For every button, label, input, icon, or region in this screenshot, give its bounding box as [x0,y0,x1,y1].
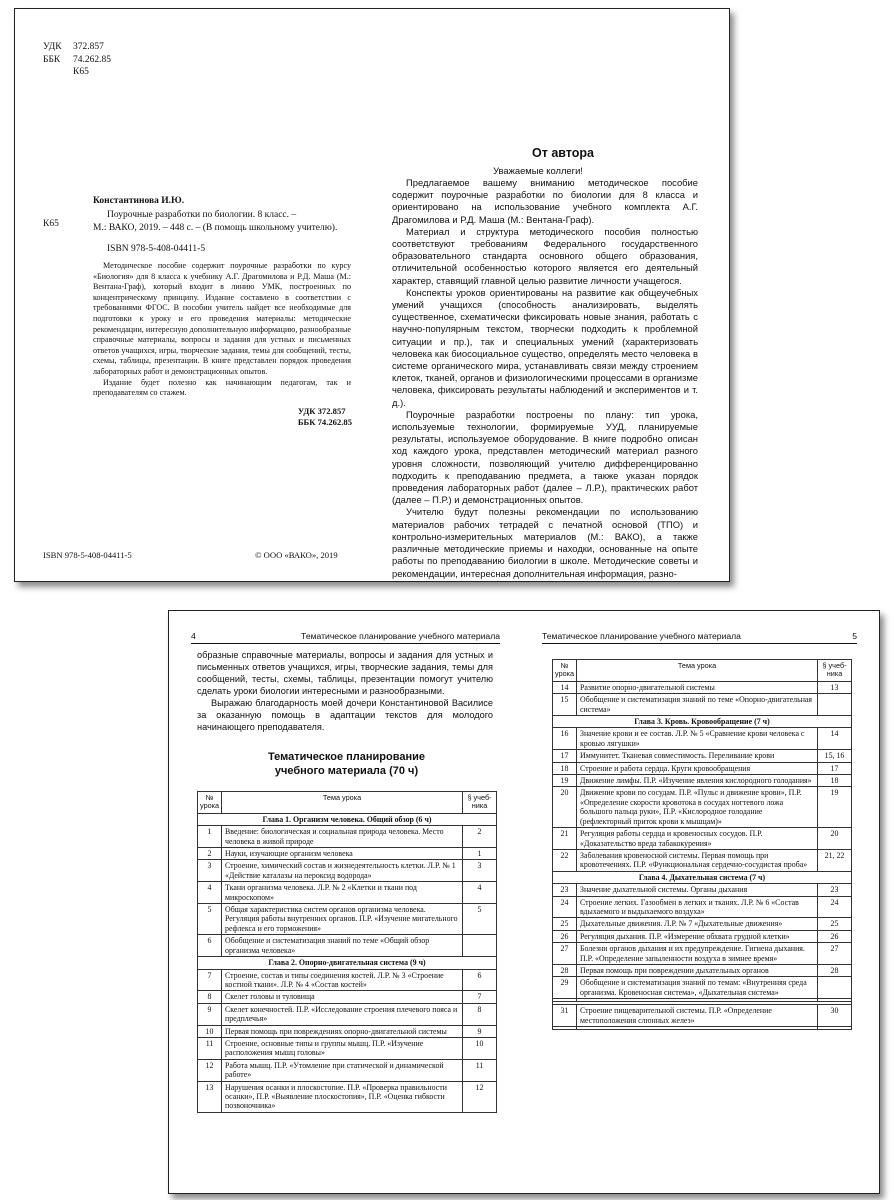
acknowledgement-paragraph: Выражаю благодарность моей дочери Константиновой Василисе за оказанную помощь в адаптации текстов для молодого начинающего преподавателя. [197,698,493,732]
plan-title [169,751,524,778]
textbook-paragraph: 7 [463,991,497,1003]
lesson-topic: Скелет конечностей. П.Р. «Исследование строения плечевого пояса и предплечья» [222,1003,463,1025]
lesson-number: 31 [553,1005,577,1027]
table-row [553,1027,852,1030]
textbook-paragraph [818,694,852,716]
lesson-number: 9 [198,1003,222,1025]
table-row [198,1081,497,1112]
lesson-number: 6 [198,935,222,957]
textbook-paragraph [818,1027,852,1030]
lesson-number: 14 [553,681,577,693]
isbn-footer: ISBN 978-5-408-04411-5 [43,550,132,560]
chapter-title: Глава 1. Организм человека. Общий обзор (6 ч) [198,813,497,825]
lesson-number: 4 [198,882,222,904]
lesson-number: 10 [198,1025,222,1037]
lesson-topic: Первая помощь при повреждении дыхательных органов [577,964,818,976]
continued-paragraph: образные справочные материалы, вопросы и задания для устных и письменных ответов учащихся, игры, творческие задания, темы для сообщений, тесты, схемы, таблицы, презентации помогут учителю сделать уроки биологии интересными и разнообразными. [197,650,493,696]
textbook-paragraph: 20 [818,828,852,850]
table-row [553,694,852,716]
lesson-number: 5 [198,904,222,935]
running-header: Тематическое планирование учебного материала [542,631,741,641]
textbook-paragraph: 1 [463,848,497,860]
lesson-number: 2 [198,848,222,860]
table-row [198,826,497,848]
lesson-number: 7 [198,969,222,991]
lesson-number: 16 [553,728,577,750]
lesson-topic: Скелет головы и туловища [222,991,463,1003]
preface-paragraph: Поурочные разработки построены по плану: тип урока, используемые технологии, формируемые УУД, планируемые результаты, используемое оборудование. В книге подробно описан ход каждого урока, представлен методический материал разного уровня сложности, позволяющий учителю дифференцированно подходить к преподаванию предмета, а также указан порядок проведения лабораторных работ (далее – Л.Р.), практических работ (далее – П.Р.) и демонстрационных опытов. [392,408,698,506]
lesson-number: 21 [553,828,577,850]
page-4 [169,611,524,1193]
lesson-topic: Заболевания кровеносной системы. Первая помощь при кровотечениях. П.Р. «Функциональная сердечно-сосудистая проба» [577,849,818,871]
table-row [553,930,852,942]
annotation-paragraph: Методическое пособие содержит поурочные разработки по курсу «Биология» для 8 класса к учебнику А.Г. Драгомилова и Р.Д. Маша (М.: Вентана-Граф), который входит в линию УМК, построенных по концентрическому принципу. Издание составлено в соответствии с требованиями ФГОС. В пособии учитель найдет все необходимые для подготовки к уроку и его проведения материалы: методические рекомендации, интересную дополнительную информацию, разнообразные справочные материалы, вопросы и задания для устных и письменных ответов учащихся, игры, творческие задания, темы для сообщений, тесты, схемы, таблицы, презентации. В книге представлен порядок проведения лабораторных работ и демонстрационных опытов. [93,261,351,376]
textbook-paragraph: 6 [463,969,497,991]
classification-bottom [298,406,352,428]
author-heading: Константинова И.Ю. [93,196,185,206]
annotation [93,261,351,399]
lesson-number: 3 [198,860,222,882]
textbook-paragraph [463,935,497,957]
preface-title: От автора [532,146,594,160]
chapter-row [553,716,852,728]
textbook-paragraph: 2 [463,826,497,848]
table-row [198,848,497,860]
textbook-paragraph: 25 [818,918,852,930]
lesson-topic: Обобщение и систематизация знаний по теме «Опорно-двигательная система» [577,694,818,716]
table-row [198,904,497,935]
lesson-number: 15 [553,694,577,716]
lesson-number: 8 [198,991,222,1003]
table-row [553,828,852,850]
textbook-paragraph: 3 [463,860,497,882]
plan-table-right [552,659,852,1030]
lesson-number: 1 [198,826,222,848]
lesson-number: 19 [553,775,577,787]
table-row [198,935,497,957]
lesson-topic: Дыхательные движения. Л.Р. № 7 «Дыхательные движения» [577,918,818,930]
bbk-value: 74.262.85 [73,54,111,65]
lesson-topic: Значение крови и ее состав. Л.Р. № 5 «Сравнение крови человека с кровью лягушки» [577,728,818,750]
lesson-number: 28 [553,964,577,976]
plan-title-line: учебного материала (70 ч) [274,764,419,777]
lesson-topic: Движение лимфы. П.Р. «Изучение явления кислородного голодания» [577,775,818,787]
chapter-row [198,813,497,825]
copyright: © ООО «ВАКО», 2019 [255,550,338,560]
preface-paragraph: Учителю будут полезны рекомендации по использованию материалов рабочих тетрадей с печатной основой (ТПО) и контрольно-измерительных материалов (М.: ВАКО), а также различные методические приемы и находки, основанные на опыте работы по преподаванию биологии в школе. Методические советы и рекомендации, интересная дополнительная информация, разно- [392,506,698,579]
lesson-number: 26 [553,930,577,942]
lesson-topic: Строение, химический состав и жизнедеятельность клетки. Л.Р. № 1 «Действие каталазы на пероксид водорода» [222,860,463,882]
citation-line-2: М.: ВАКО, 2019. – 448 с. – (В помощь школьному учителю). [93,222,338,233]
lesson-topic: Введение: биологическая и социальная природа человека. Место человека в живой природе [222,826,463,848]
chapter-row [198,957,497,969]
lesson-topic: Движение крови по сосудам. П.Р. «Пульс и движение крови», П.Р. «Определение скорости кровотока в сосудах ногтевого ложа большого пальца руки», П.Р. «Кислородное голодание (рефлекторный приток крови к мышцам)» [577,787,818,828]
lesson-number: 20 [553,787,577,828]
table-row [553,896,852,918]
salutation: Уважаемые коллеги! [493,165,583,176]
citation-line-1: Поурочные разработки по биологии. 8 класс. – [107,210,297,220]
lesson-topic: Ткани организма человека. Л.Р. № 2 «Клетки и ткани под микроскопом» [222,882,463,904]
isbn: ISBN 978-5-408-04411-5 [107,244,206,254]
textbook-paragraph: 30 [818,1005,852,1027]
imprint-page [15,9,372,581]
lesson-number: 29 [553,977,577,999]
table-row [553,750,852,762]
table-header-row [553,660,852,682]
continued-text [197,649,493,733]
textbook-paragraph: 10 [463,1037,497,1059]
preface-page [372,9,729,581]
lesson-topic: Иммунитет. Тканевая совместимость. Переливание крови [577,750,818,762]
lesson-topic: Регуляция дыхания. П.Р. «Измерение обхвата грудной клетки» [577,930,818,942]
preface-paragraph: Материал и структура методического пособия полностью соответствуют требованиям Федерального государственного образовательного стандарта основного общего образования, отличительной особенностью которого является его деятельный характер, ставящий главной целью развитие личности учащегося. [392,225,698,286]
lesson-topic: Строение, состав и типы соединения костей. Л.Р. № 3 «Строение костной ткани». Л.Р. № 4 «Состав костей» [222,969,463,991]
lesson-number: 22 [553,849,577,871]
lesson-topic: Обобщение и систематизация знаний по темам: «Внутренняя среда организма. Кровеносная система», «Дыхательная система» [577,977,818,999]
column-header-topic: Тема урока [577,660,818,682]
table-row [198,1059,497,1081]
textbook-paragraph: 19 [818,787,852,828]
table-row [553,728,852,750]
textbook-paragraph: 17 [818,762,852,774]
udk-block [43,41,111,79]
lesson-topic: Общая характеристика систем органов организма человека. Регуляция работы внутренних органов. П.Р. «Изучение мигательного рефлекса и его торможения» [222,904,463,935]
lesson-number: 27 [553,943,577,965]
top-book-spread [14,8,730,582]
lesson-topic: Строение пищеварительной системы. П.Р. «Определение местоположения слюнных желез» [577,1005,818,1027]
textbook-paragraph: 26 [818,930,852,942]
lesson-number: 12 [198,1059,222,1081]
lesson-number [553,1027,577,1030]
table-row [553,884,852,896]
textbook-paragraph: 24 [818,896,852,918]
page-5 [524,611,879,1193]
textbook-paragraph: 15, 16 [818,750,852,762]
lesson-number: 24 [553,896,577,918]
table-row [553,762,852,774]
lesson-number: 23 [553,884,577,896]
textbook-paragraph: 12 [463,1081,497,1112]
table-row [198,1025,497,1037]
textbook-paragraph: 11 [463,1059,497,1081]
lesson-topic: Строение и работа сердца. Круги кровообращения [577,762,818,774]
udk-bottom: УДК 372.857 [297,406,346,416]
lesson-topic: Работа мышц. П.Р. «Утомление при статической и динамической работе» [222,1059,463,1081]
table-row [553,1005,852,1027]
author-mark: К65 [73,67,89,77]
citation [93,209,351,256]
header-rule [542,643,857,644]
lesson-topic: Строение, основные типы и группы мышц. П.Р. «Изучение расположения мышц головы» [222,1037,463,1059]
table-row [553,943,852,965]
textbook-paragraph: 13 [818,681,852,693]
table-row [198,1037,497,1059]
chapter-title: Глава 3. Кровь. Кровообращение (7 ч) [553,716,852,728]
preface-paragraph: Предлагаемое вашему вниманию методическое пособие содержит поурочные разработки по биологии для 8 класса и ориентировано на использование учебного комплекта А.Г. Драгомилова и Р.Д. Маша (М.: Вентана-Граф). [392,177,698,225]
table-row [553,681,852,693]
column-header-paragraph: § учеб-ника [818,660,852,682]
preface-paragraph: Конспекты уроков ориентированы на развитие как общеучебных умений учащихся (способность анализировать, выделять существенное, схематически фиксировать новые знания, работать с научно-популярным текстом, творчески подходить к проблемной ситуации и пр.), так и специальных умений (характеризовать человека как биосоциальное существо, определять место человека в системе органического мира, устанавливать связи между строением клеток, тканей, органов и физиологическими процессами в организме человека, фиксировать результаты наблюдений и экспериментов и т. д.). [392,286,698,408]
lesson-number: 13 [198,1081,222,1112]
textbook-paragraph: 5 [463,904,497,935]
table-row [198,969,497,991]
textbook-paragraph: 21, 22 [818,849,852,871]
textbook-paragraph: 14 [818,728,852,750]
author-mark-side: К65 [43,219,59,229]
table-row [553,964,852,976]
table-row [553,787,852,828]
table-row [553,977,852,999]
table-header-row [198,792,497,814]
textbook-paragraph: 18 [818,775,852,787]
annotation-paragraph: Издание будет полезно как начинающим педагогам, так и преподавателям со стажем. [93,377,351,398]
table-row [198,860,497,882]
textbook-paragraph: 4 [463,882,497,904]
lesson-number: 11 [198,1037,222,1059]
lesson-topic: Обобщение и систематизация знаний по теме «Общий обзор организма человека» [222,935,463,957]
chapter-title: Глава 2. Опорно-двигательная система (9 ч) [198,957,497,969]
running-header: Тематическое планирование учебного материала [301,631,500,641]
lesson-topic: Строение легких. Газообмен в легких и тканях. Л.Р. № 6 «Состав вдыхаемого и выдыхаемого воздуха» [577,896,818,918]
preface-body [392,177,698,580]
header-rule [191,643,500,644]
table-row [198,1003,497,1025]
textbook-paragraph: 8 [463,1003,497,1025]
lesson-number: 18 [553,762,577,774]
textbook-paragraph: 28 [818,964,852,976]
lesson-topic [577,1027,818,1030]
lesson-number: 25 [553,918,577,930]
chapter-title: Глава 4. Дыхательная система (7 ч) [553,871,852,883]
bbk-bottom: ББК 74.262.85 [297,417,352,427]
textbook-paragraph: 9 [463,1025,497,1037]
lesson-topic: Регуляция работы сердца и кровеносных сосудов. П.Р. «Доказательство вреда табакокурения» [577,828,818,850]
column-header-paragraph: § учеб-ника [463,792,497,814]
page-number: 4 [191,631,196,641]
lesson-topic: Нарушения осанки и плоскостопие. П.Р. «Проверка правильности осанки», П.Р. «Выявление плоскостопия», П.Р. «Оценка гибкости позвоночника» [222,1081,463,1112]
page-number: 5 [852,631,857,641]
textbook-paragraph: 23 [818,884,852,896]
column-header-number: № урока [553,660,577,682]
chapter-row [553,871,852,883]
lesson-topic: Развитие опорно-двигательной системы [577,681,818,693]
lesson-topic: Первая помощь при повреждениях опорно-двигательной системы [222,1025,463,1037]
table-row [553,775,852,787]
lesson-topic: Болезни органов дыхания и их предупреждение. Гигиена дыхания. П.Р. «Определение запыленности воздуха в зимнее время» [577,943,818,965]
table-row [198,991,497,1003]
udk-value: 372.857 [73,42,104,52]
column-header-topic: Тема урока [222,792,463,814]
textbook-paragraph: 27 [818,943,852,965]
lesson-topic: Науки, изучающие организм человека [222,848,463,860]
bbk-label: ББК [43,54,61,65]
table-row [198,882,497,904]
column-header-number: № урока [198,792,222,814]
udk-label: УДК [43,42,62,52]
plan-title-line: Тематическое планирование [268,751,425,763]
lesson-topic: Значение дыхательной системы. Органы дыхания [577,884,818,896]
plan-table-left [197,791,497,1113]
table-row [553,849,852,871]
bottom-book-spread [168,610,880,1194]
lesson-number: 17 [553,750,577,762]
table-row [553,918,852,930]
textbook-paragraph [818,977,852,999]
